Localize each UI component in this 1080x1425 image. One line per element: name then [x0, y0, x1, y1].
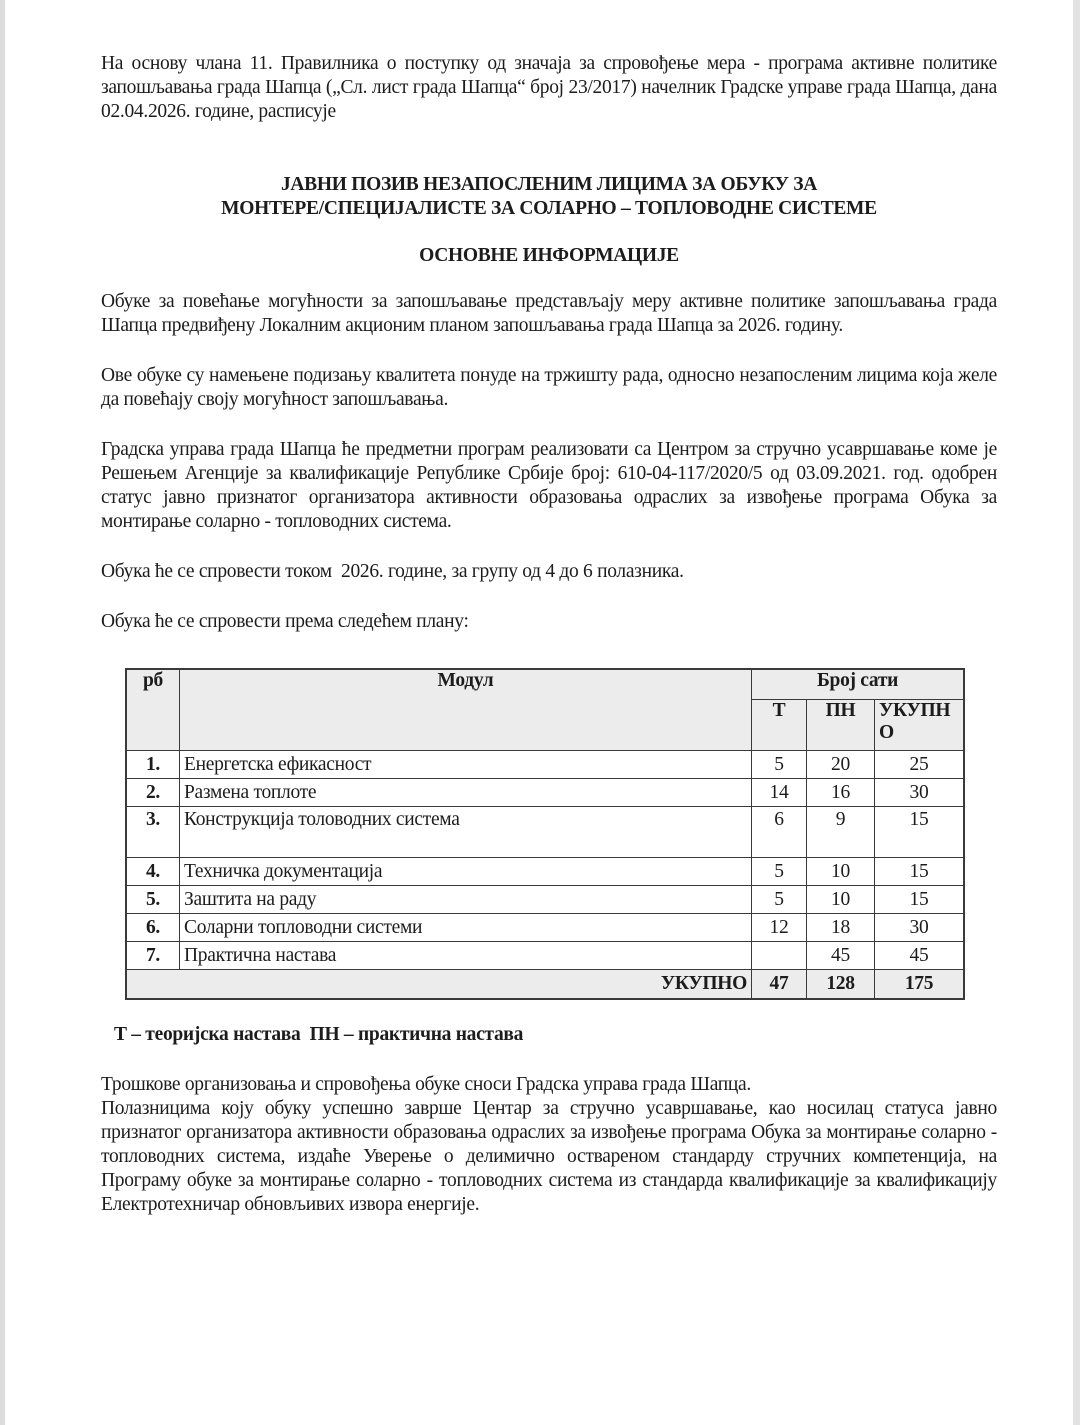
- cell-pn: 45: [807, 942, 875, 970]
- table-row: [126, 942, 964, 970]
- cell-pn: 9: [807, 807, 875, 858]
- header-total: УКУПНО: [875, 700, 965, 751]
- header-rb: рб: [126, 669, 180, 751]
- table-row: [126, 751, 964, 779]
- cell-rb: 6.: [126, 914, 180, 942]
- cell-total: 15: [875, 858, 965, 886]
- document-page: [101, 52, 997, 1215]
- scan-edge-right: [1073, 0, 1080, 1425]
- paragraph-target: Ове обуке су намењене подизању квалитета понуде на тржишту рада, односно незапосленим лицима која желе да повећају своју могућност запошљавања.: [101, 365, 997, 410]
- cell-t: 5: [752, 886, 807, 914]
- total-pn: 128: [807, 970, 875, 1000]
- total-total: 175: [875, 970, 965, 1000]
- document-title: [101, 173, 997, 221]
- cell-rb: 7.: [126, 942, 180, 970]
- header-t: Т: [752, 700, 807, 751]
- cell-t: 6: [752, 807, 807, 858]
- cell-t: 14: [752, 779, 807, 807]
- cell-t: [752, 942, 807, 970]
- cell-module: Техничка документација: [180, 858, 752, 886]
- title-line-1: ЈАВНИ ПОЗИВ НЕЗАПОСЛЕНИМ ЛИЦИМА ЗА ОБУКУ ЗА: [280, 174, 818, 195]
- certificate-paragraph: Полазницима коју обуку успешно заврше Центар за стручно усавршавање, као носилац статуса јавно признатог организатора активности образовања одраслих за извођење програма Обука за монтирање соларно - топловодних система, издаће Уверење о делимично оствареном стандарду стручних компетенција, на Програму обуке за монтирање соларно - топловодних система из стандарда квалификације за квалификацију Електротехничар обновљивих извора енергије.: [101, 1098, 997, 1215]
- closing-section: [101, 1073, 997, 1217]
- paragraph-schedule: Обука ће се спровести током 2026. године, за групу од 4 до 6 полазника.: [101, 561, 684, 582]
- cell-rb: 2.: [126, 779, 180, 807]
- cell-module: Размена топлоте: [180, 779, 752, 807]
- section-heading: ОСНОВНЕ ИНФОРМАЦИЈЕ: [419, 245, 679, 266]
- cell-pn: 20: [807, 751, 875, 779]
- table-row: [126, 807, 964, 858]
- cell-rb: 4.: [126, 858, 180, 886]
- table-row: [126, 886, 964, 914]
- title-line-2: МОНТЕРЕ/СПЕЦИЈАЛИСТЕ ЗА СОЛАРНО – ТОПЛОВОДНЕ СИСТЕМЕ: [221, 198, 877, 219]
- table-row: [126, 779, 964, 807]
- header-pn: ПН: [807, 700, 875, 751]
- total-label: УКУПНО: [126, 970, 752, 1000]
- cell-module: Соларни топловодни системи: [180, 914, 752, 942]
- cell-module: Конструкција толоводних система: [180, 807, 752, 858]
- cell-rb: 1.: [126, 751, 180, 779]
- cell-total: 15: [875, 807, 965, 858]
- cell-rb: 3.: [126, 807, 180, 858]
- cell-pn: 16: [807, 779, 875, 807]
- cell-t: 5: [752, 858, 807, 886]
- cell-total: 30: [875, 914, 965, 942]
- cell-module: Практична настава: [180, 942, 752, 970]
- training-plan-table: [125, 668, 965, 1000]
- cell-pn: 10: [807, 858, 875, 886]
- costs-paragraph: Трошкове организовања и спровођења обуке сноси Градска управа града Шапца.: [101, 1074, 751, 1095]
- cell-pn: 10: [807, 886, 875, 914]
- header-hours-group: Број сати: [752, 669, 965, 700]
- cell-t: 5: [752, 751, 807, 779]
- table-row: [126, 914, 964, 942]
- cell-module: Енергетска ефикасност: [180, 751, 752, 779]
- table-header-row: [126, 669, 964, 700]
- cell-pn: 18: [807, 914, 875, 942]
- total-t: 47: [752, 970, 807, 1000]
- cell-total: 30: [875, 779, 965, 807]
- cell-total: 25: [875, 751, 965, 779]
- paragraph-purpose: Обуке за повећање могућности за запошљавање представљају меру активне политике запошљавања града Шапца предвиђену Локалним акционим планом запошљавања града Шапца за 2026. годину.: [101, 291, 997, 336]
- table-row: [126, 858, 964, 886]
- intro-paragraph: На основу члана 11. Правилника о поступку од значаја за спровођење мера - програма активне политике запошљавања града Шапца („Сл. лист града Шапца“ број 23/2017) начелник Градске управе града Шапца, дана 02.04.2026. године, расписује: [101, 53, 997, 122]
- scan-edge-left: [0, 0, 5, 1425]
- paragraph-organizer: Градска управа града Шапца ће предметни програм реализовати са Центром за стручно усавршавање коме је Решењем Агенције за квалификације Републике Србије број: 610-04-117/2020/5 од 03.09.2021. год. одобрен статус јавно признатог организатора активности образовања одраслих за извођење програма Обука за монтирање соларно - топловодних система.: [101, 439, 997, 532]
- table-legend: Т – теоријска настава ПН – практична настава: [114, 1024, 524, 1045]
- cell-total: 15: [875, 886, 965, 914]
- cell-rb: 5.: [126, 886, 180, 914]
- cell-t: 12: [752, 914, 807, 942]
- cell-module: Заштита на раду: [180, 886, 752, 914]
- header-module: Модул: [180, 669, 752, 751]
- paragraph-plan-intro: Обука ће се спровести према следећем плану:: [101, 611, 469, 632]
- cell-total: 45: [875, 942, 965, 970]
- table-total-row: [126, 970, 964, 1000]
